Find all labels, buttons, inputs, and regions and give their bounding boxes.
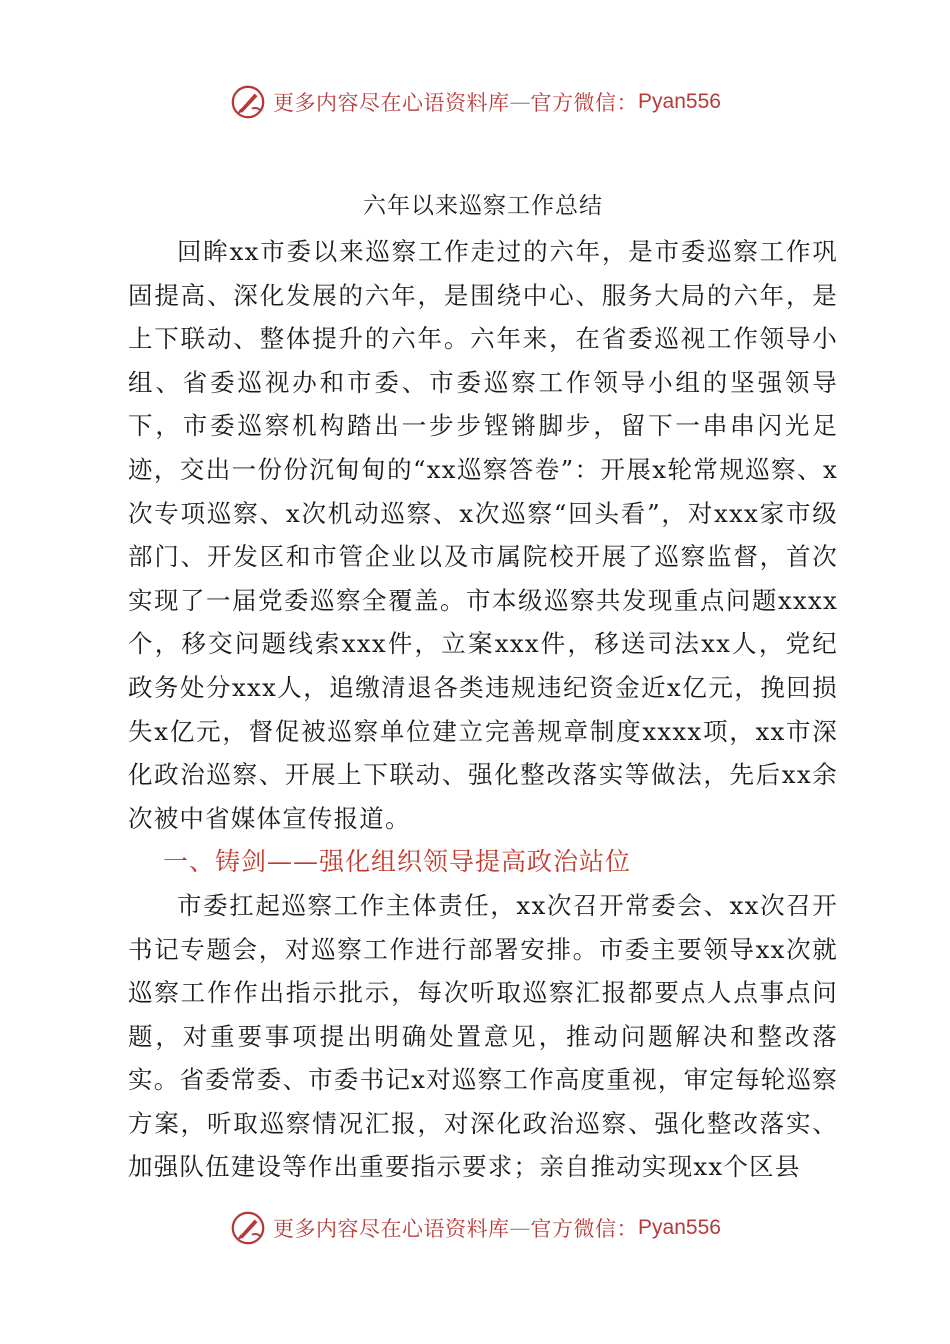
document-body <box>128 188 838 1189</box>
watermark-account-label: 官方微信： <box>530 91 639 115</box>
header-watermark <box>0 82 950 122</box>
watermark-account-id: Pyan556 <box>638 90 721 113</box>
watermark-brand: 更多内容尽在心语资料库 <box>273 91 510 115</box>
section-1-heading: 一、铸剑——强化组织领导提高政治站位 <box>163 847 632 877</box>
footer-watermark <box>0 1208 950 1248</box>
watermark-account-label: 官方微信： <box>530 1217 639 1241</box>
pen-nib-icon <box>229 1209 267 1247</box>
document-title: 六年以来巡察工作总结 <box>363 193 603 219</box>
watermark-separator: — <box>509 1216 531 1240</box>
section-1-paragraph: 市委扛起巡察工作主体责任，xx次召开常委会、xx次召开书记专题会，对巡察工作进行部署安排。市委主要领导xx次就巡察工作作出指示批示，每次听取巡察汇报都要点人点事点问题，对重要事项提出明确处置意见，推动问题解决和整改落实。省委常委、市委书记x对巡察工作高度重视，审定每轮巡察方案，听取巡察情况汇报，对深化政治巡察、强化整改落实、加强队伍建设等作出重要指示要求；亲自推动实现xx个区县 <box>128 890 838 1182</box>
watermark-account-id: Pyan556 <box>638 1216 721 1239</box>
watermark-brand: 更多内容尽在心语资料库 <box>273 1217 510 1241</box>
watermark-separator: — <box>509 90 531 114</box>
intro-paragraph: 回眸xx市委以来巡察工作走过的六年，是市委巡察工作巩固提高、深化发展的六年，是围绕中心、服务大局的六年，是上下联动、整体提升的六年。六年来，在省委巡视工作领导小组、省委巡视办和市委、市委巡察工作领导小组的坚强领导下，市委巡察机构踏出一步步铿锵脚步，留下一串串闪光足迹，交出一份份沉甸甸的“xx巡察答卷”：开展x轮常规巡察、x次专项巡察、x次机动巡察、x次巡察“回头看”，对xxx家市级部门、开发区和市管企业以及市属院校开展了巡察监督，首次实现了一届党委巡察全覆盖。市本级巡察共发现重点问题xxxx个，移交问题线索xxx件，立案xxx件，移送司法xx人，党纪政务处分xxx人，追缴清退各类违规违纪资金近x亿元，挽回损失x亿元，督促被巡察单位建立完善规章制度xxxx项，xx市深化政治巡察、开展上下联动、强化整改落实等做法，先后xx余次被中省媒体宣传报道。 <box>128 237 838 833</box>
pen-nib-icon <box>229 83 267 121</box>
